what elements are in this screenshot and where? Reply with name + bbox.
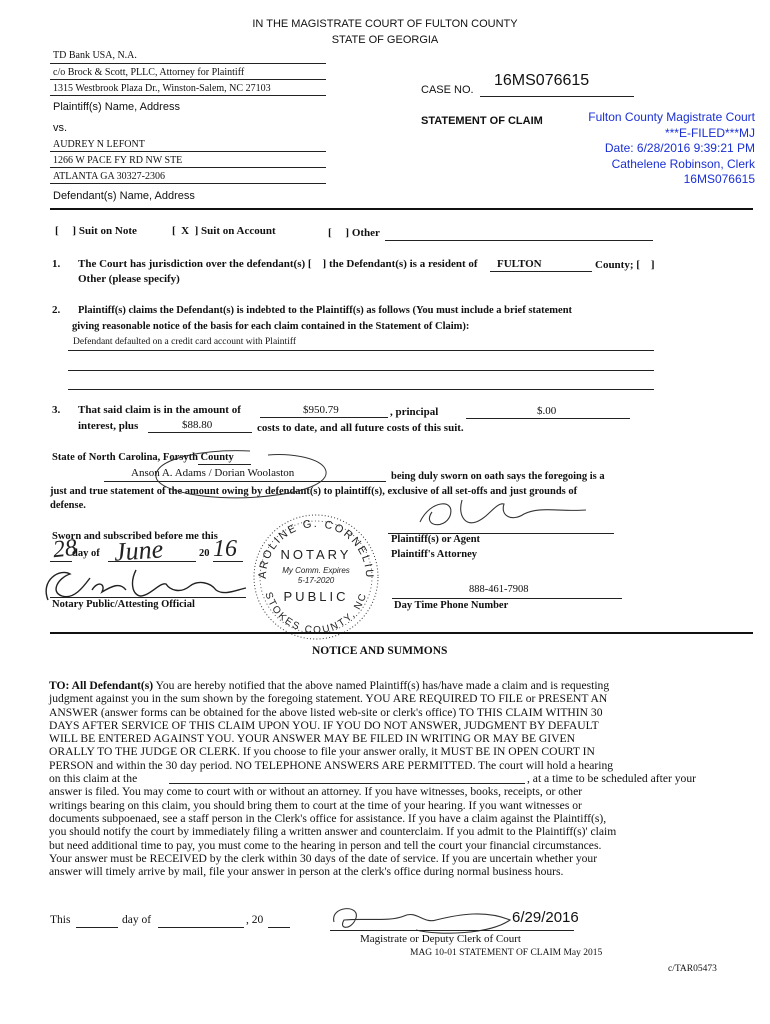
statement-title: STATEMENT OF CLAIM <box>421 115 543 127</box>
plaintiff-label: Plaintiff(s) Name, Address <box>53 101 180 113</box>
defendant-address1-line <box>50 167 326 168</box>
suit-account-label: Suit on Account <box>201 225 276 237</box>
defendant-name: AUDREY N LEFONT <box>53 139 145 150</box>
oath-sworn-text: being duly sworn on oath says the foregoing is a <box>391 471 605 482</box>
item3-number: 3. <box>52 404 61 416</box>
phone-label: Day Time Phone Number <box>394 600 509 611</box>
item3-text-d: costs to date, and all future costs of this suit. <box>257 422 464 434</box>
plaintiff-address: 1315 Westbrook Plaza Dr., Winston-Salem, NC 27103 <box>53 83 271 94</box>
court-title-line2: STATE OF GEORGIA <box>331 34 439 46</box>
item3-text-c: interest, plus <box>78 420 139 432</box>
plaintiff-name: TD Bank USA, N.A. <box>53 50 137 61</box>
item2-text-line2: giving reasonable notice of the basis for each claim contained in the Statement of Claim): <box>72 321 470 332</box>
suit-other-label: Other <box>351 227 380 239</box>
notice-line-13: but need additional time to pay, you must come to the hearing in person and tell the court your financial circumstances. <box>49 838 602 852</box>
oath-affiant: Anson A. Adams / Dorian Woolaston <box>131 467 295 479</box>
oath-state-county: State of North Carolina, Forsyth County <box>52 452 234 463</box>
interest-line <box>148 432 252 433</box>
plaintiff-phone: 888-461-7908 <box>469 584 529 595</box>
doc-code: c/TAR05473 <box>668 964 717 974</box>
notice-line-10: writings bearing on this claim, you should bring them to court at the time of your hearing. If you want witnesses or <box>49 798 582 812</box>
plaintiff-name-line <box>50 63 326 64</box>
suit-account-checkbox[interactable]: [ X ] <box>172 225 199 237</box>
principal-extra: $.00 <box>537 405 557 417</box>
plaintiff-careof-line <box>50 79 326 80</box>
principal-amount: $950.79 <box>303 404 339 416</box>
notice-line-1 <box>49 679 769 692</box>
plaintiff-care-of: c/o Brock & Scott, PLLC, Attorney for Plaintiff <box>53 67 245 78</box>
notice-text-4: DAYS AFTER SERVICE OF THIS CLAIM UPON YOU. IF YOU DO NOT ANSWER, JUDGMENT BY DEFAULT <box>49 718 599 732</box>
item1-other: Other (please specify) <box>78 273 180 285</box>
suit-note-label: Suit on Note <box>78 225 137 237</box>
footer-year-line <box>268 927 290 928</box>
notice-line-4 <box>49 719 769 732</box>
efile-case: 16MS076615 <box>683 172 755 186</box>
notice-text-1: You are hereby notified that the above named Plaintiff(s) has/have made a claim and is requesting <box>153 679 610 692</box>
suit-other-checkbox[interactable]: [ ] <box>328 227 350 239</box>
footer-signed-date: 6/29/2016 <box>512 909 579 926</box>
notice-line-9: answer is filed. You may come to court with or without an attorney. If you have witnesses, books, receipts, or other <box>49 785 583 799</box>
notary-label: Notary Public/Attesting Official <box>52 599 195 610</box>
footer-month-line <box>158 927 244 928</box>
principal-extra-line <box>466 418 630 419</box>
notice-text-8b: , at a time to be scheduled after your <box>527 772 697 786</box>
notice-divider <box>50 632 753 634</box>
notice-title: NOTICE AND SUMMONS <box>312 645 448 657</box>
case-number: 16MS076615 <box>494 72 590 89</box>
seal-expires-line2: 5-17-2020 <box>297 576 335 585</box>
oath-affiant-line <box>104 481 386 482</box>
phone-line <box>392 598 622 599</box>
item1-county-suffix: County; [ ] <box>595 259 655 271</box>
interest-amount: $88.80 <box>182 419 213 431</box>
notice-line-7: PERSON and within the 30 day period. NO TELEPHONE ANSWERS ARE PERMITTED. The court will hold a hearing <box>49 758 614 772</box>
defendant-name-line <box>50 151 326 152</box>
jurat-year-handwritten: 16 <box>213 536 237 562</box>
notary-seal-graphic <box>246 507 386 647</box>
efile-court: Fulton County Magistrate Court <box>588 110 755 124</box>
item1-county: FULTON <box>497 258 542 270</box>
notice-text-8a: on this claim at the <box>49 772 138 786</box>
form-id: MAG 10-01 STATEMENT OF CLAIM May 2015 <box>410 948 603 958</box>
notice-body <box>49 679 769 878</box>
item2-line1 <box>68 350 654 351</box>
footer-day-line <box>76 927 118 928</box>
hearing-location-line[interactable] <box>169 783 525 784</box>
seal-center-bottom: PUBLIC <box>283 589 349 604</box>
oath-text-line3: defense. <box>50 500 86 511</box>
jurat-month-handwritten: June <box>113 534 165 567</box>
notice-line-14: Your answer must be RECEIVED by the clerk within 30 days of the date of service. If you are uncertain whether your <box>49 851 598 865</box>
jurat-day-handwritten: 28 <box>51 534 79 564</box>
seal-expires-line1: My Comm. Expires <box>282 566 350 575</box>
plaintiff-address-line <box>50 95 326 96</box>
notice-line-6: ORALLY TO THE JUDGE OR CLERK. If you choose to file your answer orally, it MUST BE IN OPEN COURT IN <box>49 745 595 759</box>
footer-year-label: , 20 <box>246 914 264 926</box>
item2-text-line1: Plaintiff(s) claims the Defendant(s) is indebted to the Plaintiff(s) as follows (You must include a brief statement <box>78 305 573 316</box>
principal-line <box>260 417 388 418</box>
jurat-year-prefix: 20 <box>199 548 210 559</box>
suit-note-checkbox[interactable]: [ ] <box>55 225 77 237</box>
suit-other-line <box>385 240 653 241</box>
notice-line-2: judgment against you in the sum shown by the foregoing statement. YOU ARE REQUIRED TO FILE or PRESENT AN <box>49 692 608 706</box>
item2-basis: Defendant defaulted on a credit card account with Plaintiff <box>73 337 296 347</box>
footer-this-label: This <box>50 914 71 926</box>
sworn-label: Sworn and subscribed before me this <box>52 531 218 542</box>
item3-text-b: , principal <box>390 406 439 418</box>
notice-line-11: documents subpoenaed, see a staff person in the Clerk's office for assistance. If you have a claim against the Plaintiff(s), <box>49 811 607 825</box>
plaintiff-agent-label: Plaintiff(s) or Agent <box>391 534 481 545</box>
plaintiff-attorney-label: Plaintiff's Attorney <box>391 549 478 560</box>
notice-lead: TO: All Defendant(s) <box>49 679 154 692</box>
court-title-line1: IN THE MAGISTRATE COURT OF FULTON COUNTY <box>252 18 518 30</box>
item2-line2 <box>68 370 654 371</box>
clerk-signature-line <box>330 930 574 931</box>
seal-county: STOKES COUNTY, NC <box>262 590 370 637</box>
oath-county-line <box>198 464 251 465</box>
efile-date: Date: 6/28/2016 9:39:21 PM <box>604 141 755 155</box>
item1-number: 1. <box>52 258 61 270</box>
defendant-address2: ATLANTA GA 30327-2306 <box>53 171 165 182</box>
suit-on-note-option[interactable] <box>55 225 137 237</box>
footer-day-of-label: day of <box>122 914 152 926</box>
notary-seal <box>246 507 386 647</box>
efile-stamp <box>525 110 755 188</box>
notice-line-12: you should notify the court by immediately filing a written answer and counterclaim. If you admit to the Plaintiff(s)' claim <box>49 825 617 839</box>
item2-number: 2. <box>52 304 61 316</box>
item1-county-line <box>490 271 592 272</box>
defendant-address2-line <box>50 183 326 184</box>
suit-other-option[interactable] <box>328 227 380 239</box>
item3-text-a: That said claim is in the amount of <box>78 404 241 416</box>
jurat-day-of: day of <box>72 548 100 559</box>
notice-line-15: answer will timely arrive by mail, file your answer in person at the clerk's office during normal business hours. <box>49 865 564 879</box>
suit-on-account-option[interactable] <box>172 225 276 237</box>
notice-line-5: WILL BE ENTERED AGAINST YOU. YOUR ANSWER MAY BE FILED IN WRITING OR MAY BE GIVEN <box>49 732 575 746</box>
notice-line-8 <box>49 772 769 785</box>
defendant-address1: 1266 W PACE FY RD NW STE <box>53 155 183 166</box>
header-divider <box>50 208 753 210</box>
case-no-label: CASE NO. <box>421 84 474 96</box>
efile-flag: ***E-FILED***MJ <box>664 125 755 140</box>
oath-text-line2: just and true statement of the amount owing by defendant(s) to plaintiff(s), exclusive of all set-offs and just grounds of <box>50 486 578 497</box>
seal-notary-name: AROLINE G. CORNELIU <box>256 517 376 580</box>
versus-label: vs. <box>53 122 68 134</box>
case-number-line <box>480 96 634 97</box>
defendant-label: Defendant(s) Name, Address <box>53 190 195 202</box>
item2-line3 <box>68 389 654 390</box>
notice-line-3: ANSWER (answer forms can be obtained for the above listed web-site or clerk's office) TO THIS CLAIM WITHIN 30 <box>49 705 603 719</box>
notary-signature-line <box>50 597 246 598</box>
clerk-label: Magistrate or Deputy Clerk of Court <box>360 933 521 945</box>
plaintiff-signature <box>400 492 600 534</box>
item1-text: The Court has jurisdiction over the defendant(s) [ ] the Defendant(s) is a resident of <box>78 258 478 270</box>
efile-clerk: Cathelene Robinson, Clerk <box>611 156 755 171</box>
seal-center-top: NOTARY <box>280 547 352 562</box>
